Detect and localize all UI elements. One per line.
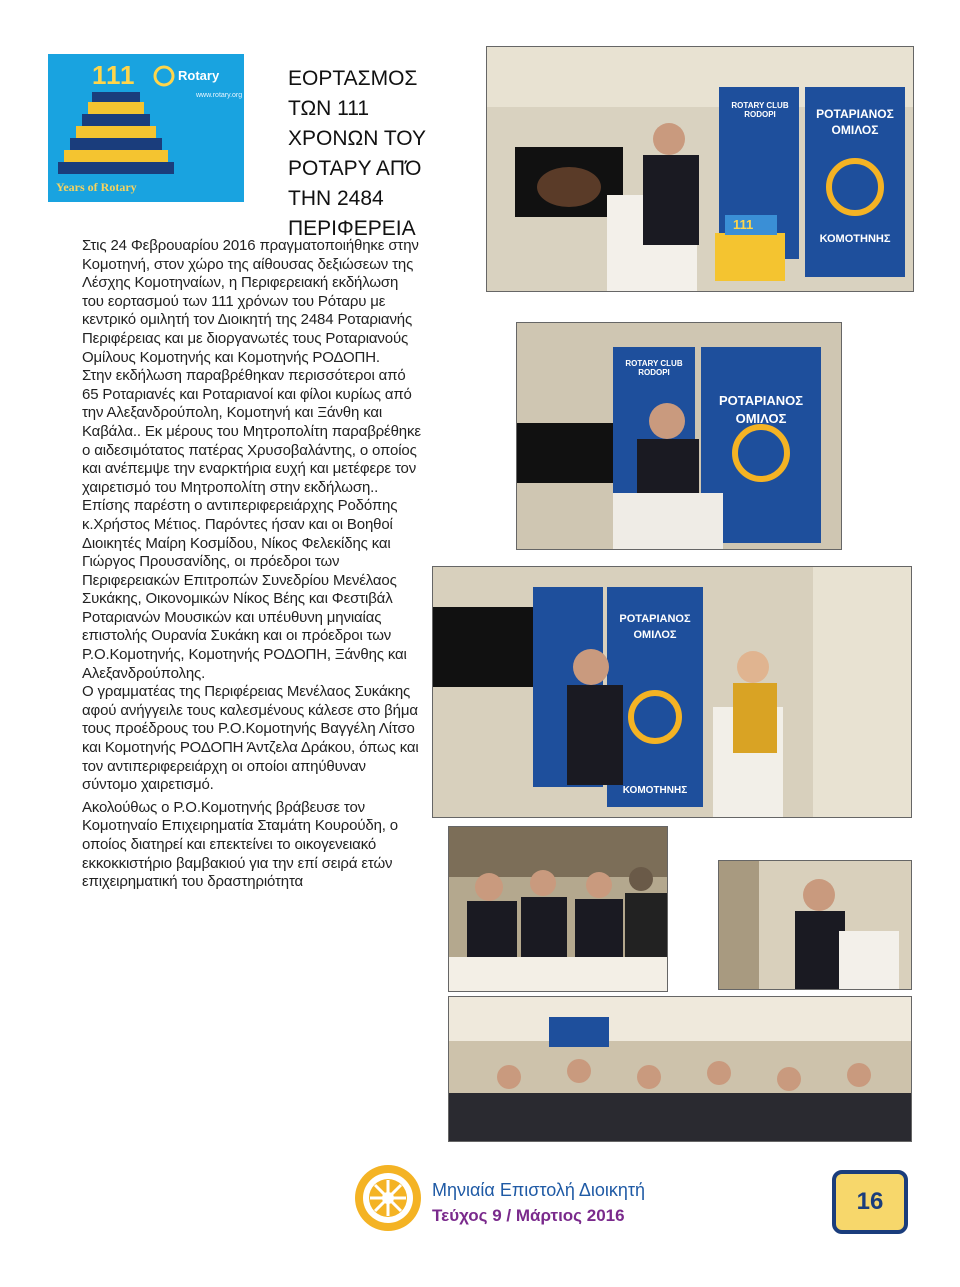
photo-speaker-podium [516, 322, 842, 550]
banner-omilos-1-3: ΡΟΤΑΡΙΑΝΟΣ [619, 613, 691, 625]
logo-tagline: Years of Rotary [56, 180, 137, 194]
banner-city-3: ΚΟΜΟΤΗΝΗΣ [622, 785, 688, 796]
issue-label: Τεύχος 9 / Μάρτιος 2016 [432, 1206, 625, 1225]
rotary-111-logo [48, 54, 244, 202]
paragraph-1: Στις 24 Φεβρουαρίου 2016 πραγματοποιήθηκε στην Κομοτηνή, στον χώρο της αίθουσας δεξιώσεων της Λέσχης Κομοτηναίων, η Περιφερειακή εκδήλωση του εορτασμού των 111 χρόνων του Ρόταρυ με κεντρικό ομιλητή τον Διοικητή της 2484 Ροταριανής Περιφέρειας και με διοργανωτές τους Ροταριανούς Ομίλους Κομοτηνής και Κομοτηνής ΡΟΔΟΠΗ. [82, 237, 419, 366]
logo-brand: Rotary [178, 68, 220, 83]
banner-omilos-2-3: ΟΜΙΛΟΣ [633, 629, 677, 641]
paragraph-4: Ακολούθως ο Ρ.Ο.Κομοτηνής βράβευσε τον Κομοτηναίο Επιχειρηματία Σταμάτη Κουρούδη, ο οποίος διατηρεί και επεκτείνει το οικογενειακό εκκοκκιστήριο βαμβακιού για την επί σειρά ετών επιχειρηματική του δραστηριότητα [82, 798, 398, 891]
banner-omilos-2: ΟΜΙΛΟΣ [831, 123, 879, 137]
newsletter-title: Μηνιαία Επιστολή Διοικητή [432, 1180, 646, 1200]
banner-club-label: ROTARY CLUB RODOPI [731, 101, 789, 119]
article-title: ΕΟΡΤΑΣΜΟΣ ΤΩΝ 111 ΧΡΟΝΩΝ ΤΟΥ ΡΟΤΑΡΥ ΑΠΌ ΤΗΝ 2484 ΠΕΡΙΦΕΡΕΙΑ [288, 67, 426, 240]
logo-url: www.rotary.org [196, 92, 243, 99]
photo-man-podium [718, 860, 912, 990]
banner-city: ΚΟΜΟΤΗΝΗΣ [819, 233, 891, 245]
paragraph-2: Στην εκδήλωση παραβρέθηκαν περισσότεροι από 65 Ροταριανές και Ροταριανοί και φίλοι κυρίως από την Αλεξανδρούπολη, Κομοτηνή και Ξάνθη και Καβάλα.. Εκ μέρους του Μητροπολίτη παραβρέθηκε ο αιδεσιμότατος πατέρας Χρυσοβαλάντης, ο οποίος και ανέπεμψε την εναρκτήρια ευχή και μετέφερε τον χαιρετισμό του Μητροπολίτη στην εκδήλωση.. Επίσης παρέστη ο αντιπεριφερειάρχης Ροδόπης κ.Χρήστος Μέτιος. Παρόντες ήσαν και οι Βοηθοί Διοικητές Μαίρη Κοσμίδου, Νίκος Φελεκίδης και Γιώργος Προυσανίδης, οι πρόεδροι των Περιφερειακών Επιτροπών Συνεδρίου Μενέλαος Συκάκης, Οικονομικών Νίκος Βέης και Φεστιβάλ Ροταριανών Μουσικών και υπέυθυνη μηνιαίας επιστολής Ουρανία Συκάκη και οι πρόεδροι των Ρ.Ο.Κομοτηνής, Κομοτηνής ΡΟΔΟΠΗ, Ξάνθης και Αλεξανδρούπολης. [82, 367, 421, 682]
logo-number: 111 [92, 60, 136, 90]
rotary-wheel-icon [352, 1162, 424, 1234]
photo-speaker-cake [486, 46, 914, 292]
paragraph-3: Ο γραμματέας της Περιφέρειας Μενέλαος Συκάκης αφού ανήγγειλε τους καλεσμένους κάλεσε στο βήμα τους προέδρους του Ρ.Ο.Κομοτηνής Βαγγέλη Λίτσο και Κομοτηνής ΡΟΔΟΠΗ Άντζελα Δράκου, όπως και τον αντιπεριφερειάρχη οι οποίοι απηύθυναν σύντομο χαιρετισμό. [82, 683, 419, 794]
article-body [82, 237, 422, 896]
banner-omilos-2-2: ΟΜΙΛΟΣ [735, 411, 787, 426]
banner-omilos-1-2: ΡΟΤΑΡΙΑΝΟΣ [718, 393, 804, 408]
photo-two-speakers [432, 566, 912, 818]
banner-omilos-1: ΡΟΤΑΡΙΑΝΟΣ [816, 107, 894, 121]
banner-club-label-2: ROTARY CLUB RODOPI [625, 359, 683, 377]
cake-number: 111 [733, 217, 754, 232]
page-number: 16 [832, 1170, 908, 1234]
photo-banquet-hall [448, 996, 912, 1142]
photo-banquet-table [448, 826, 668, 992]
